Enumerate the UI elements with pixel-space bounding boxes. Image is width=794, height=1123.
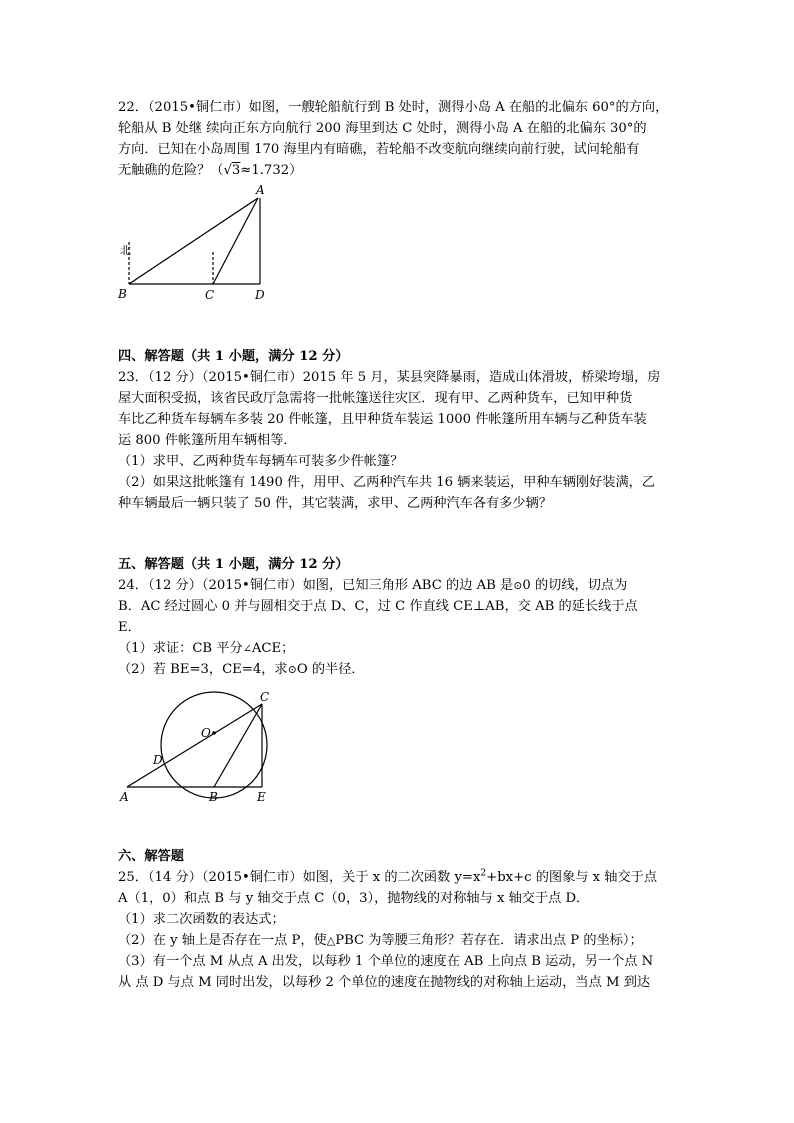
q24-line-1 — [118, 578, 627, 594]
point-label-c: C — [205, 288, 215, 302]
section-4-heading: 四、解答题（共 1 小题，满分 12 分） — [118, 349, 349, 364]
q22-line-4-text: 无触礁的危险？（ — [118, 163, 224, 178]
q22-line-3: 方向．已知在小岛周围 170 海里内有暗礁，若轮船不改变航向继续向前行驶，试问轮船有 — [118, 142, 640, 157]
exponent: 2 — [480, 868, 487, 879]
q23-line-3: 车比乙种货车每辆车多装 20 件帐篷，且甲种货车装运 1000 件帐篷所用车辆与乙种货车装 — [118, 412, 647, 427]
q25-line-2: A（1，0）和点 B 与 y 轴交于点 C（0，3），抛物线的对称轴与 x 轴交于点 D． — [118, 891, 590, 906]
q22-line-2: 轮船从 B 处继 续向正东方向航行 200 海里到达 C 处时，测得小岛 A 在船的北偏东 30°的 — [118, 121, 647, 136]
point-label-a: A — [120, 790, 129, 804]
angle-symbol-icon: ∠ — [242, 642, 252, 655]
q23-line-1: 23．（12 分）（2015•铜仁市）2015 年 5 月，某县突降暴雨，造成山体滑坡，桥梁垮塌，房 — [118, 370, 661, 385]
point-label-d: D — [255, 288, 265, 302]
q25-line-4-tail: PBC 为等腰三角形？若存在．请求出点 P 的坐标）； — [335, 933, 643, 948]
segment-ca — [213, 198, 258, 284]
segment-bc — [214, 704, 262, 787]
point-label-b: B — [209, 790, 218, 804]
point-label-c: C — [260, 690, 270, 704]
q25-line-1-text: 25．（14 分）（2015•铜仁市）如图，关于 x 的二次函数 y=x — [118, 870, 481, 885]
q24-line-5-tail: O 的半径． — [296, 662, 365, 677]
q25-line-3: （1）求二次函数的表达式； — [118, 912, 285, 927]
q24-line-4-text: （1）求证：CB 平分 — [118, 641, 243, 656]
q25-line-5: （3）有一个点 M 从点 A 出发，以每秒 1 个单位的速度在 AB 上向点 B 运动，另一个点 N — [118, 954, 654, 969]
q25-line-1-tail: +bx+c 的图象与 x 轴交于点 — [486, 870, 658, 885]
q25-line-4 — [118, 933, 643, 949]
point-label-b: B — [118, 287, 127, 301]
q24-line-3: E． — [118, 620, 141, 635]
center-point-o — [212, 731, 216, 735]
q23-line-2: 屋大面积受损，该省民政厅急需将一批帐篷送往灾区．现有甲、乙两种货车，已知甲种货 — [118, 391, 633, 406]
q22-line-4 — [118, 163, 302, 179]
circle-symbol-icon: ⊙ — [513, 579, 523, 592]
point-label-d: D — [153, 753, 163, 767]
q24-figure — [112, 683, 282, 808]
segment-ba — [129, 198, 258, 284]
section-5-heading: 五、解答题（共 1 小题，满分 12 分） — [118, 557, 349, 572]
point-label-a: A — [256, 183, 265, 197]
q22-line-1: 22．（2015•铜仁市）如图，一艘轮船航行到 B 处时，测得小岛 A 在船的北偏东 60°的方向， — [118, 100, 669, 115]
segment-ac — [127, 704, 262, 787]
circle-o — [161, 690, 270, 798]
north-label: 北 — [120, 244, 131, 257]
point-label-o: O — [201, 726, 211, 740]
q23-line-7: 种车辆最后一辆只装了 50 件，其它装满，求甲、乙两种汽车各有多少辆？ — [118, 496, 552, 511]
q25-line-4-text: （2）在 y 轴上是否存在一点 P，使 — [118, 933, 327, 948]
q24-line-5-text: （2）若 BE=3，CE=4，求 — [118, 662, 288, 677]
q24-line-1-text: 24．（12 分）（2015•铜仁市）如图，已知三角形 ABC 的边 AB 是 — [118, 578, 514, 593]
q23-line-4: 运 800 件帐篷所用车辆相等． — [118, 433, 297, 448]
q24-line-2: B．AC 经过圆心 0 并与圆相交于点 D、C，过 C 作直线 CE⊥AB，交 AB 的延长线于点 — [118, 599, 638, 614]
triangle-symbol-icon: △ — [326, 934, 336, 947]
q24-line-4 — [118, 641, 294, 657]
q24-line-1-tail: 0 的切线，切点为 — [522, 578, 628, 593]
section-6-heading: 六、解答题 — [118, 849, 184, 864]
sqrt-sign-icon: √ — [223, 163, 232, 178]
q25-line-1 — [118, 870, 657, 886]
q23-line-5: （1）求甲、乙两种货车每辆车可装多少件帐篷？ — [118, 454, 404, 469]
q22-figure — [110, 182, 280, 307]
q24-line-5 — [118, 662, 365, 678]
point-label-e: E — [257, 790, 266, 804]
sqrt-argument: 3 — [231, 163, 241, 178]
q25-line-6: 从 点 D 与点 M 同时出发，以每秒 2 个单位的速度在抛物线的对称轴上运动，当点 M 到达 — [118, 975, 651, 990]
q24-line-4-tail: ACE； — [251, 641, 295, 656]
q22-line-4-tail: ≈1.732） — [240, 163, 303, 178]
q23-line-6: （2）如果这批帐篷有 1490 件，用甲、乙两种汽车共 16 辆来装运，甲种车辆刚好装满，乙 — [118, 475, 656, 490]
circle-symbol-icon: ⊙ — [287, 663, 297, 676]
